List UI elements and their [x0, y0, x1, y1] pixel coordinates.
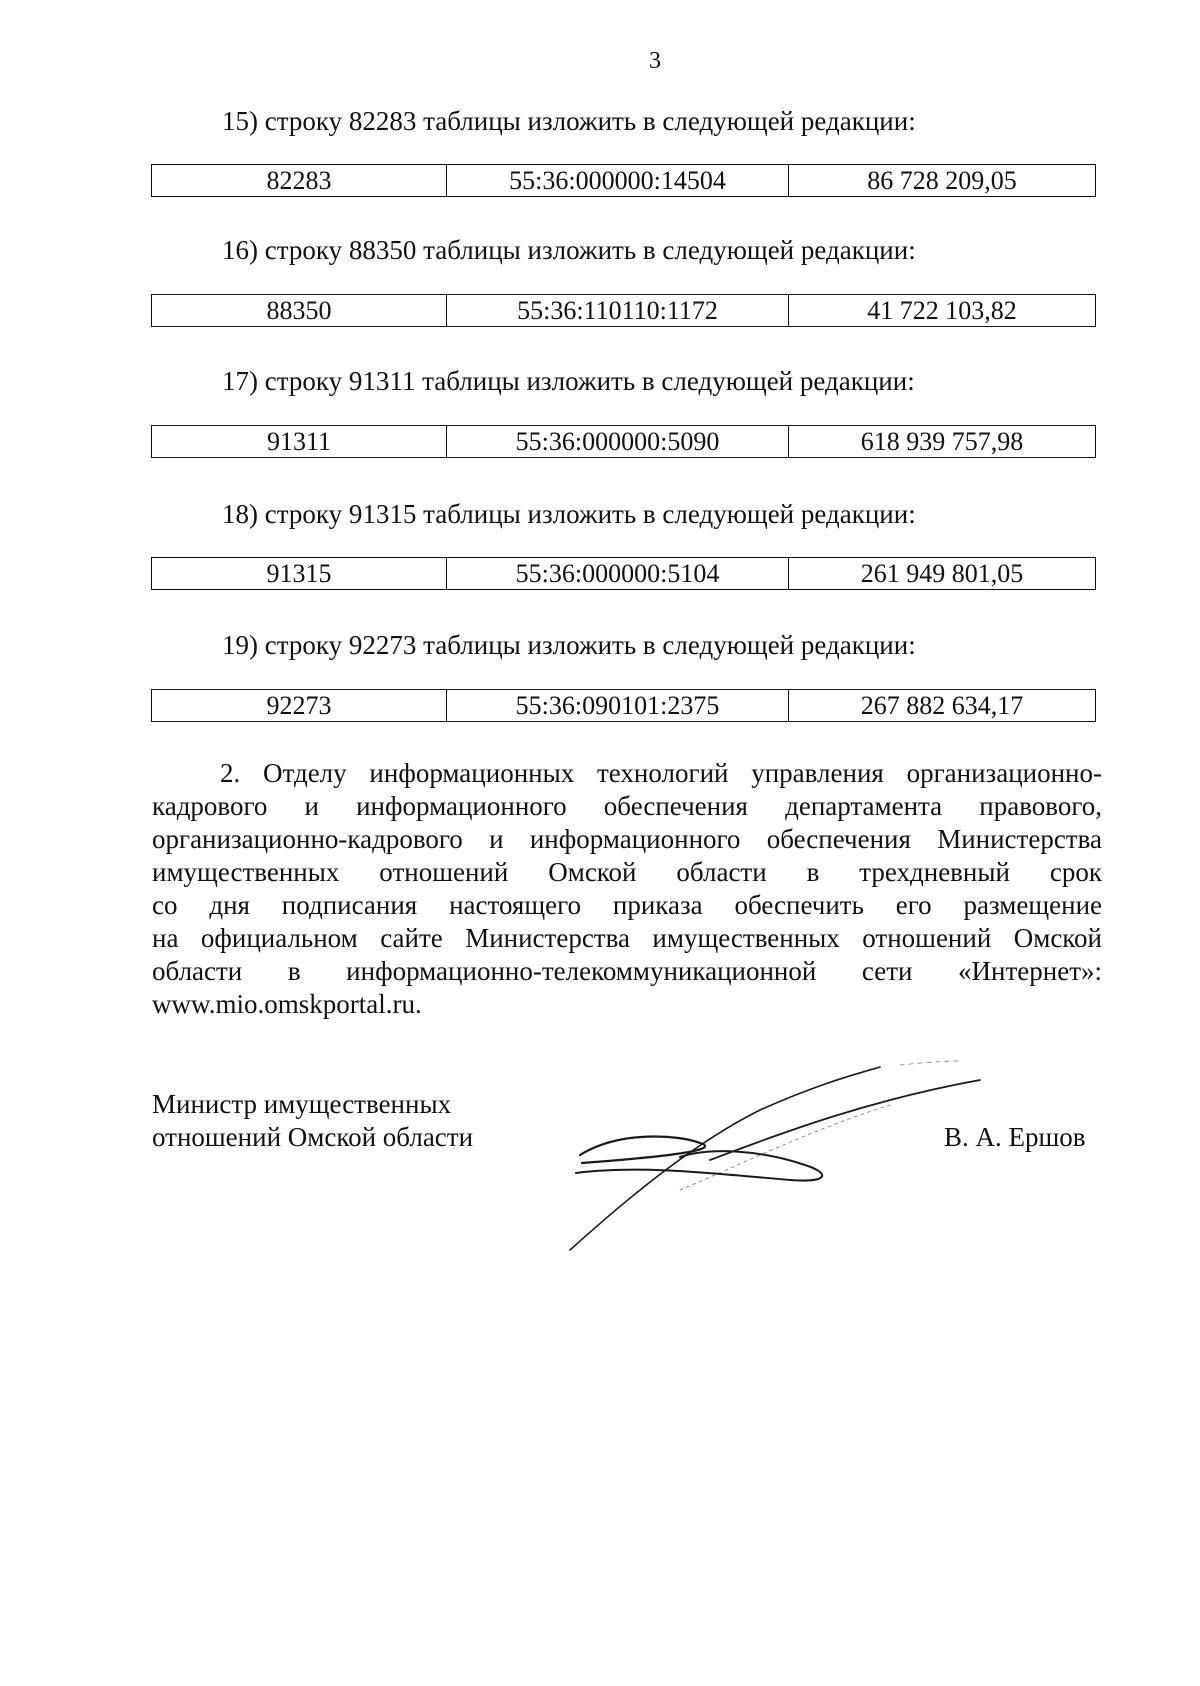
row-number-cell: 91315: [152, 558, 447, 590]
item-heading: 17) строку 91311 таблицы изложить в следующей редакции:: [222, 366, 915, 396]
value-cell: 267 882 634,17: [789, 690, 1096, 722]
cadastral-number-cell: 55:36:000000:14504: [447, 165, 789, 197]
value-cell: 261 949 801,05: [789, 558, 1096, 590]
signature-stroke: [570, 1067, 880, 1250]
cadastral-number-cell: 55:36:110110:1172: [447, 295, 789, 327]
table-row: [152, 165, 1096, 197]
paragraph-line: области в информационно-телекоммуникационной сети «Интернет»:: [152, 956, 1102, 986]
row-number-cell: 88350: [152, 295, 447, 327]
signer-title-line: отношений Омской области: [152, 1122, 474, 1152]
row-table: [151, 425, 1096, 458]
row-number-cell: 82283: [152, 165, 447, 197]
paragraph-line: со дня подписания настоящего приказа обеспечить его размещение: [152, 890, 1102, 920]
cadastral-number-cell: 55:36:090101:2375: [447, 690, 789, 722]
signer-title: [152, 1088, 473, 1154]
signer-name: В. А. Ершов: [944, 1122, 1086, 1152]
signer-title-line: Министр имущественных: [152, 1089, 452, 1119]
paragraph-line: на официальном сайте Министерства имущественных отношений Омской: [152, 923, 1102, 953]
paragraph-line: имущественных отношений Омской области в трехдневный срок: [152, 857, 1102, 887]
table-row: [152, 426, 1096, 458]
signature-stroke: [576, 1151, 822, 1180]
signature-stroke: [900, 1061, 960, 1065]
item-heading: 19) строку 92273 таблицы изложить в следующей редакции:: [222, 630, 916, 660]
item-heading: 15) строку 82283 таблицы изложить в следующей редакции:: [222, 106, 916, 136]
row-table: [151, 294, 1096, 327]
table-row: [152, 558, 1096, 590]
value-cell: 86 728 209,05: [789, 165, 1096, 197]
row-table: [151, 689, 1096, 722]
paragraph-line: кадрового и информационного обеспечения департамента правового,: [152, 791, 1102, 821]
value-cell: 41 722 103,82: [789, 295, 1096, 327]
table-row: [152, 295, 1096, 327]
signature-stroke: [710, 1080, 980, 1160]
handwritten-signature: [560, 1055, 1000, 1265]
row-table: [151, 557, 1096, 590]
row-table: [151, 164, 1096, 197]
cadastral-number-cell: 55:36:000000:5104: [447, 558, 789, 590]
paragraph-line: 2. Отделу информационных технологий управления организационно-: [220, 758, 1102, 788]
value-cell: 618 939 757,98: [789, 426, 1096, 458]
paragraph-2: [152, 757, 1102, 1021]
row-number-cell: 91311: [152, 426, 447, 458]
paragraph-line: www.mio.omskportal.ru.: [152, 989, 422, 1019]
signature-stroke: [580, 1136, 705, 1163]
signature-stroke: [680, 1105, 890, 1190]
paragraph-line: организационно-кадрового и информационного обеспечения Министерства: [152, 824, 1102, 854]
item-heading: 16) строку 88350 таблицы изложить в следующей редакции:: [222, 235, 916, 265]
row-number-cell: 92273: [152, 690, 447, 722]
page-number: 3: [649, 48, 661, 74]
item-heading: 18) строку 91315 таблицы изложить в следующей редакции:: [222, 499, 916, 529]
table-row: [152, 690, 1096, 722]
cadastral-number-cell: 55:36:000000:5090: [447, 426, 789, 458]
